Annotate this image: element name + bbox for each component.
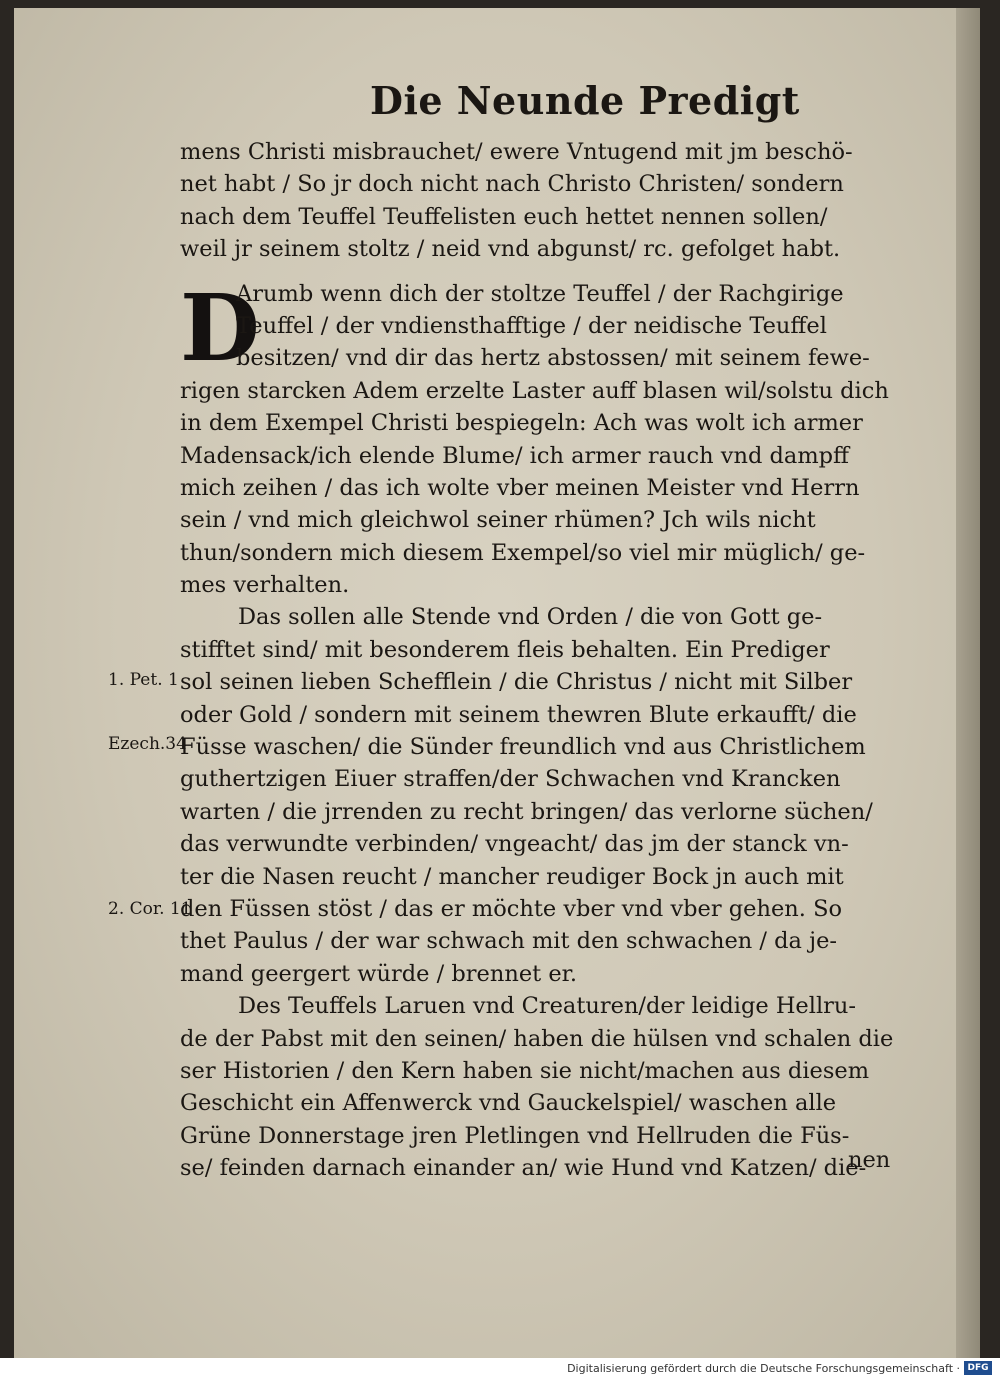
text-line: mich zeihen / das ich wolte vber meinen Meister vnd Herrn <box>180 474 860 501</box>
text-line: oder Gold / sondern mit seinem thewren Blute erkaufft/ die <box>180 701 857 728</box>
text-line: Füsse waschen/ die Sünder freundlich vnd aus Christlichem <box>180 734 866 761</box>
text-line: thet Paulus / der war schwach mit den schwachen / da je- <box>180 928 838 955</box>
paragraph-gap <box>180 266 920 278</box>
text-line: sein / vnd mich gleichwol seiner rhümen? Jch wils nicht <box>180 507 816 534</box>
text-line: mand geergert würde / brennet er. <box>180 960 578 987</box>
text-line: nach dem Teuffel Teuffelisten euch hettet nennen sollen/ <box>180 203 828 230</box>
text-line: Arumb wenn dich der stoltze Teuffel / der Rachgirige <box>236 280 844 307</box>
text-line: rigen starcken Adem erzelte Laster auff blasen wil/solstu dich <box>180 377 889 404</box>
text-line: thun/sondern mich diesem Exempel/so viel mir müglich/ ge- <box>180 539 866 566</box>
text-line: sol seinen lieben Schefflein / die Christus / nicht mit Silber <box>180 669 853 696</box>
dfg-logo-icon: DFG <box>964 1361 992 1375</box>
text-line: mes verhalten. <box>180 572 350 599</box>
margin-note-1-pet: 1. Pet. 1 <box>108 670 179 690</box>
text-line: stifftet sind/ mit besonderem fleis behalten. Ein Prediger <box>180 636 830 663</box>
margin-note-ezech: Ezech.34 <box>108 734 187 754</box>
text-line: Des Teuffels Laruen vnd Creaturen/der leidige Hellru- <box>238 993 856 1020</box>
text-line: ter die Nasen reucht / mancher reudiger Bock jn auch mit <box>180 863 844 890</box>
text-line: Das sollen alle Stende vnd Orden / die von Gott ge- <box>238 604 823 631</box>
page-edge <box>956 8 980 1358</box>
text-line: ser Historien / den Kern haben sie nicht/machen aus diesem <box>180 1057 870 1084</box>
text-line: warten / die jrrenden zu recht bringen/ das verlorne süchen/ <box>180 798 873 825</box>
text-line: de der Pabst mit den seinen/ haben die hülsen vnd schalen die <box>180 1025 894 1052</box>
text-line: besitzen/ vnd dir das hertz abstossen/ mit seinem fewe- <box>236 345 870 372</box>
margin-note-2-cor: 2. Cor. 11 <box>108 899 192 919</box>
running-head: Die Neunde Predigt <box>370 78 800 123</box>
catchword: nen <box>848 1147 891 1173</box>
text-line: Madensack/ich elende Blume/ ich armer rauch vnd dampff <box>180 442 850 469</box>
text-line: Grüne Donnerstage jren Pletlingen vnd Hellruden die Füs- <box>180 1122 850 1149</box>
drop-cap: D <box>180 274 260 382</box>
text-line: net habt / So jr doch nicht nach Christo Christen/ sondern <box>180 171 844 198</box>
text-line: Geschicht ein Affenwerck vnd Gauckelspiel/ waschen alle <box>180 1090 837 1117</box>
text-line: den Füssen stöst / das er möchte vber vnd vber gehen. So <box>180 895 843 922</box>
funding-credit: Digitalisierung gefördert durch die Deutsche Forschungsgemeinschaft · <box>567 1362 960 1375</box>
text-line: se/ feinden darnach einander an/ wie Hund vnd Katzen/ die- <box>180 1155 867 1182</box>
text-line: das verwundte verbinden/ vngeacht/ das jm der stanck vn- <box>180 831 849 858</box>
body-text <box>180 136 920 1185</box>
text-line: mens Christi misbrauchet/ ewere Vntugend mit jm beschö- <box>180 139 853 165</box>
text-line: in dem Exempel Christi bespiegeln: Ach was wolt ich armer <box>180 410 863 437</box>
text-line: guthertzigen Eiuer straffen/der Schwachen vnd Krancken <box>180 766 841 793</box>
text-line: weil jr seinem stoltz / neid vnd abgunst/ rc. gefolget habt. <box>180 236 841 263</box>
text-line: Teuffel / der vndiensthafftige / der neidische Teuffel <box>236 312 827 339</box>
